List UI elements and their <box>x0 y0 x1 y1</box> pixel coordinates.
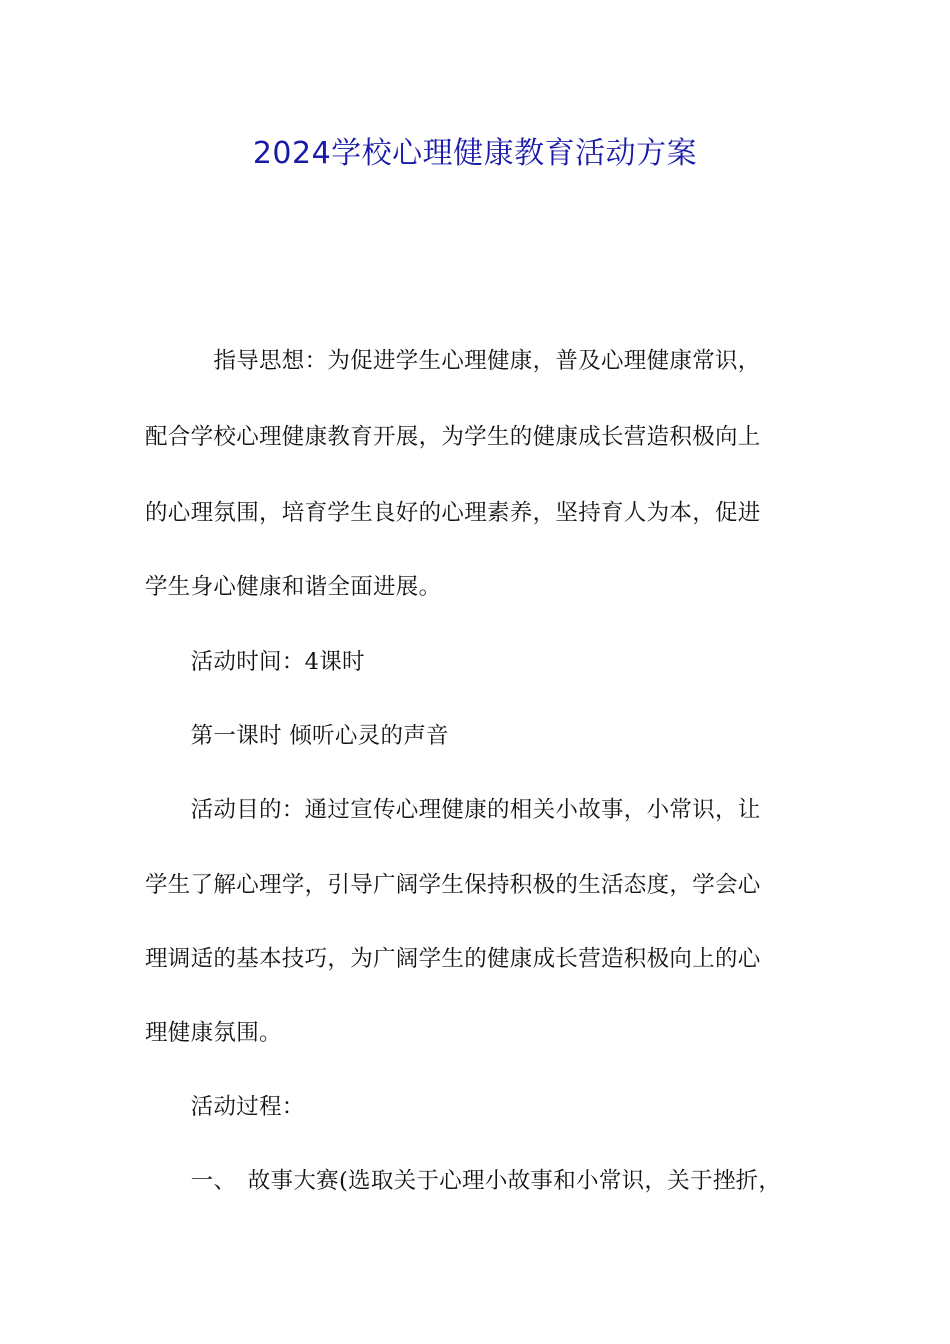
paragraph-line: 活动目的：通过宣传心理健康的相关小故事，小常识，让 <box>145 797 761 823</box>
paragraph-line: 理调适的基本技巧，为广阔学生的健康成长营造积极向上的心 <box>145 946 761 972</box>
paragraph-line: 理健康氛围。 <box>145 1020 282 1046</box>
paragraph-line: 的心理氛围，培育学生良好的心理素养，坚持育人为本，促进 <box>145 500 761 526</box>
paragraph-line: 配合学校心理健康教育开展，为学生的健康成长营造积极向上 <box>145 424 761 450</box>
paragraph-line: 一、 故事大赛(选取关于心理小故事和小常识，关于挫折， <box>145 1168 782 1194</box>
paragraph-line: 学生身心健康和谐全面进展。 <box>145 574 442 600</box>
paragraph-line: 第一课时 倾听心灵的声音 <box>145 723 449 749</box>
paragraph-line: 学生了解心理学，引导广阔学生保持积极的生活态度，学会心 <box>145 872 761 898</box>
paragraph-line: 活动过程： <box>145 1094 305 1120</box>
paragraph-line: 指导思想：为促进学生心理健康，普及心理健康常识， <box>145 348 761 374</box>
paragraph-line: 活动时间：4课时 <box>145 649 365 675</box>
document-title: 2024学校心理健康教育活动方案 <box>252 136 698 171</box>
